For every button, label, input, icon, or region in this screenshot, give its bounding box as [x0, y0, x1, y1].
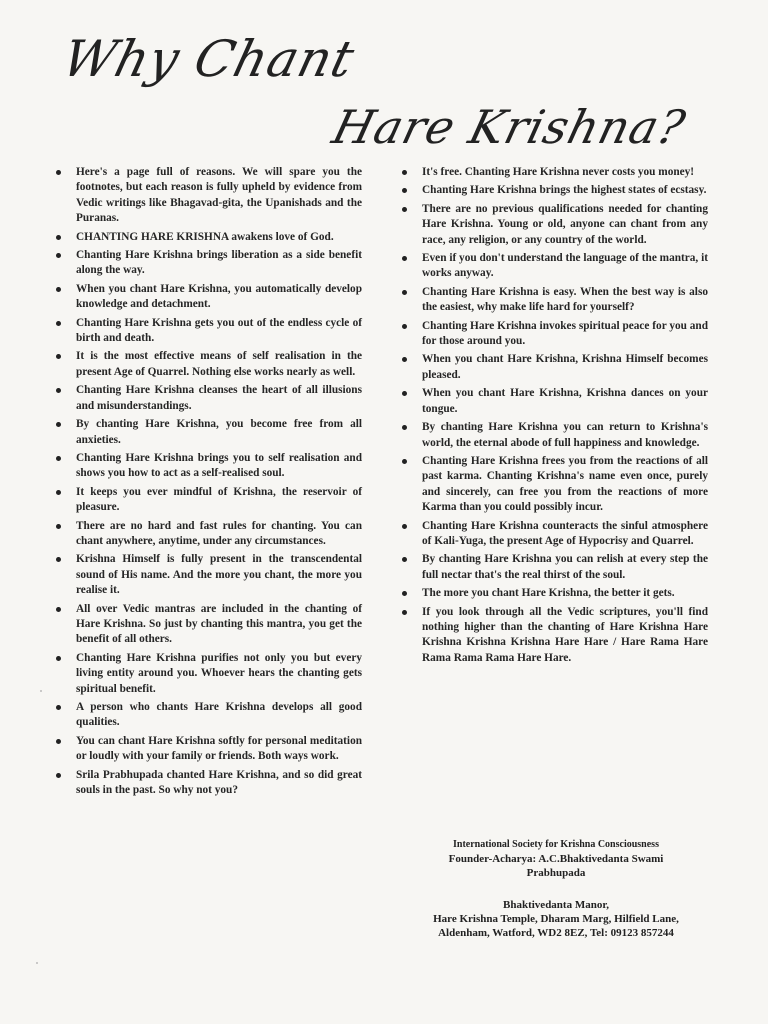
bullet-text: Chanting Hare Krishna counteracts the sinful atmosphere of Kali-Yuga, the present Age of Hypocrisy and Quarrel. [422, 519, 708, 547]
bullet-text: If you look through all the Vedic scriptures, you'll find nothing higher than the chanting of Hare Krishna Hare Krishna Krishna Krishna Hare Hare / Hare Rama Hare Rama Rama Rama Hare Hare. [422, 605, 708, 664]
bullet-icon [402, 324, 407, 329]
bullet-icon [402, 170, 407, 175]
bullet-icon [402, 357, 407, 362]
bullet-icon [402, 391, 407, 396]
bullet-item [52, 602, 362, 648]
bullet-text: Srila Prabhupada chanted Hare Krishna, and so did great souls in the past. So why not you? [76, 768, 362, 797]
bullet-item [398, 352, 708, 383]
bullet-item [52, 230, 362, 245]
bullet-icon [402, 524, 407, 529]
org-name: International Society for Krishna Consciousness [453, 839, 659, 850]
bullet-icon [56, 170, 61, 175]
bullet-text: Chanting Hare Krishna invokes spiritual peace for you and for those around you. [422, 319, 708, 348]
bullet-item [52, 734, 362, 765]
bullet-item [52, 417, 362, 448]
bullet-item [52, 383, 362, 414]
right-bullet-list [398, 165, 708, 666]
bullet-item [398, 454, 708, 516]
bullet-item [52, 768, 362, 799]
bullet-item [52, 248, 362, 279]
bullet-text: When you chant Hare Krishna, Krishna dances on your tongue. [422, 387, 708, 415]
left-column [52, 165, 362, 801]
bullet-text: Chanting Hare Krishna purifies not only you but every living entity around you. Whoever hears the chanting gets spiritual benefit. [76, 651, 362, 695]
bullet-item [398, 202, 708, 248]
bullet-text: CHANTING HARE KRISHNA awakens love of God. [76, 230, 334, 243]
bullet-text: Chanting Hare Krishna brings you to self realisation and shows you how to act as a self-realised soul. [76, 451, 362, 480]
bullet-icon [56, 287, 61, 292]
bullet-text: It is the most effective means of self realisation in the present Age of Quarrel. Nothing else works nearly as well. [76, 350, 362, 378]
bullet-text: Chanting Hare Krishna gets you out of the endless cycle of birth and death. [76, 316, 362, 345]
address-line-2: Aldenham, Watford, WD2 8EZ, Tel: 09123 857244 [438, 927, 674, 939]
bullet-icon [402, 290, 407, 295]
bullet-icon [56, 705, 61, 710]
bullet-icon [56, 739, 61, 744]
bullet-text: A person who chants Hare Krishna develops all good qualities. [76, 701, 362, 729]
bullet-text: Chanting Hare Krishna frees you from the reactions of all past karma. Chanting Krishna's name even once, purely and sincerely, can free you from the reactions of more Karma than you could possibly incur. [422, 454, 708, 514]
bullet-icon [56, 656, 61, 661]
title-line-2: Hare Krishna? [327, 100, 692, 154]
bullet-text: Chanting Hare Krishna cleanses the heart of all illusions and misunderstandings. [76, 384, 362, 412]
bullet-item [398, 519, 708, 550]
bullet-item [398, 386, 708, 417]
bullet-item [398, 251, 708, 282]
bullet-icon [56, 388, 61, 393]
address-line-1: Hare Krishna Temple, Dharam Marg, Hilfield Lane, [433, 913, 679, 925]
bullet-icon [56, 354, 61, 359]
bullet-icon [56, 490, 61, 495]
left-bullet-list [52, 165, 362, 798]
bullet-icon [402, 188, 407, 193]
bullet-item [52, 282, 362, 313]
bullet-item [52, 651, 362, 697]
bullet-text: There are no hard and fast rules for chanting. You can chant anywhere, anytime, under any circumstances. [76, 519, 362, 547]
founder-line-2: Prabhupada [526, 867, 586, 879]
bullet-icon [56, 235, 61, 240]
bullet-icon [402, 591, 407, 596]
bullet-text: When you chant Hare Krishna, Krishna Himself becomes pleased. [422, 353, 708, 381]
bullet-item [52, 485, 362, 516]
bullet-item [398, 605, 708, 667]
bullet-text: It keeps you ever mindful of Krishna, the reservoir of pleasure. [76, 485, 362, 514]
bullet-icon [56, 607, 61, 612]
bullet-icon [56, 456, 61, 461]
bullet-item [398, 420, 708, 451]
bullet-icon [402, 610, 407, 615]
bullet-item [398, 552, 708, 583]
bullet-text: It's free. Chanting Hare Krishna never costs you money! [422, 166, 695, 178]
bullet-item [398, 165, 708, 180]
bullet-item [52, 451, 362, 482]
bullet-icon [56, 773, 61, 778]
bullet-icon [56, 524, 61, 529]
bullet-text: The more you chant Hare Krishna, the better it gets. [422, 587, 675, 600]
bullet-item [52, 519, 362, 550]
bullet-icon [402, 207, 407, 212]
bullet-item [398, 319, 708, 350]
bullet-text: Even if you don't understand the language of the mantra, it works anyway. [422, 252, 708, 280]
manor-name: Bhaktivedanta Manor, [503, 899, 609, 911]
bullet-icon [56, 557, 61, 562]
bullet-item [398, 183, 708, 198]
bullet-text: By chanting Hare Krishna, you become free from all anxieties. [76, 418, 362, 446]
bullet-icon [402, 425, 407, 430]
right-column [398, 165, 708, 669]
footer-contact [398, 838, 714, 940]
bullet-icon [56, 422, 61, 427]
bullet-text: All over Vedic mantras are included in the chanting of Hare Krishna. So just by chanting this mantra, you get the benefit of all others. [76, 602, 362, 646]
bullet-text: Krishna Himself is fully present in the transcendental sound of His name. And the more you chant, the more you realise it. [76, 553, 362, 597]
bullet-text: By chanting Hare Krishna you can relish at every step the full nectar that's the real thirst of the soul. [422, 553, 708, 581]
bullet-text: When you chant Hare Krishna, you automatically develop knowledge and detachment. [76, 282, 362, 311]
paper-speck [36, 962, 38, 964]
bullet-icon [402, 459, 407, 464]
bullet-item [398, 586, 708, 601]
bullet-item [52, 700, 362, 731]
bullet-text: Chanting Hare Krishna brings liberation as a side benefit along the way. [76, 249, 362, 277]
bullet-icon [56, 321, 61, 326]
bullet-text: Chanting Hare Krishna is easy. When the best way is also the easiest, why make life hard for yourself? [422, 285, 708, 314]
bullet-text: You can chant Hare Krishna softly for personal meditation or loudly with your family or friends. Both ways work. [76, 734, 362, 763]
founder-line: Founder-Acharya: A.C.Bhaktivedanta Swami [448, 853, 664, 865]
bullet-text: Chanting Hare Krishna brings the highest states of ecstasy. [422, 184, 707, 197]
bullet-icon [402, 256, 407, 261]
bullet-item [52, 349, 362, 380]
bullet-icon [56, 253, 61, 258]
bullet-text: By chanting Hare Krishna you can return to Krishna's world, the eternal abode of full happiness and knowledge. [422, 421, 708, 449]
bullet-text: Here's a page full of reasons. We will spare you the footnotes, but each reason is fully upheld by evidence from Vedic writings like Bhagavad-gita, the Upanishads and the Puranas. [76, 166, 362, 225]
bullet-item [52, 165, 362, 227]
bullet-text: There are no previous qualifications needed for chanting Hare Krishna. Young or old, anyone can chant from any race, any religion, or any country of the world. [422, 202, 708, 246]
bullet-item [398, 285, 708, 316]
bullet-item [52, 316, 362, 347]
paper-speck [40, 690, 42, 692]
bullet-icon [402, 557, 407, 562]
bullet-item [52, 552, 362, 598]
title-line-1: Why Chant [56, 30, 361, 88]
